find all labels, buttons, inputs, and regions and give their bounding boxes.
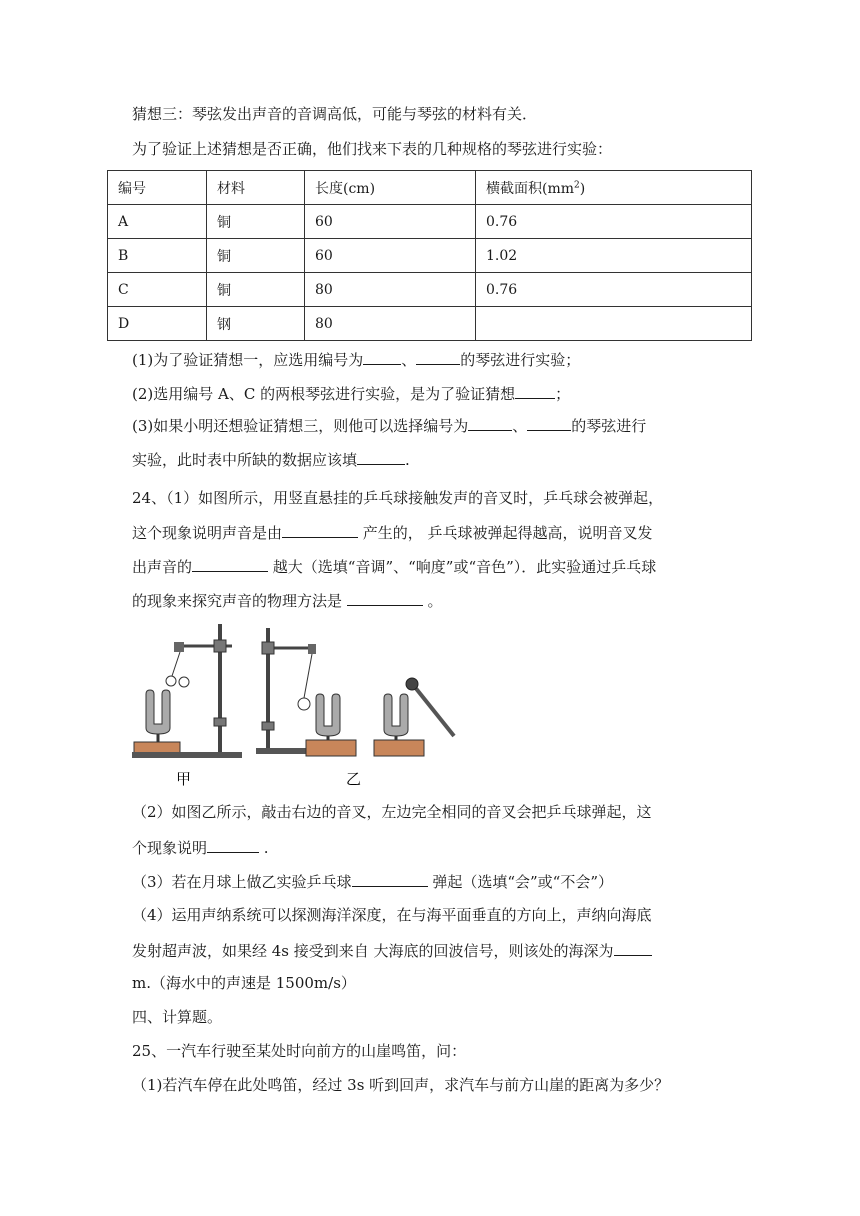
figure-yi — [256, 628, 454, 788]
q24-line1: 24、（1）如图所示，用竖直悬挂的乒乓球接触发声的音叉时，乒乓球会被弹起， — [132, 489, 664, 507]
cell-area: 0.76 — [476, 273, 752, 307]
q24-part2-cont: 个现象说明 . — [132, 836, 269, 858]
q23-part1: (1)为了验证猜想一，应选用编号为 、 的琴弦进行实验； — [132, 348, 580, 370]
cell-area — [476, 307, 752, 341]
q23-part3-cont: 实验，此时表中所缺的数据应该填 . — [132, 448, 410, 470]
q24-line3: 出声音的 越大（选填“音调”、“响度”或“音色”）．此实验通过乒乓球 — [132, 555, 656, 577]
table-row — [108, 273, 752, 307]
q24-part4: （4）运用声纳系统可以探测海洋深度，在与海平面垂直的方向上，声纳向海底 — [132, 906, 652, 924]
answer-blank[interactable] — [357, 448, 405, 465]
answer-blank[interactable] — [192, 555, 268, 572]
q24-part2: （2）如图乙所示，敲击右边的音叉，左边完全相同的音叉会把乒乓球弹起，这 — [132, 803, 652, 821]
section-four-title: 四、计算题。 — [132, 1008, 223, 1026]
tuning-fork-figure — [128, 618, 468, 788]
table-header-row — [108, 171, 752, 205]
guess-three: 猜想三：琴弦发出声音的音调高低，可能与琴弦的材料有关． — [132, 105, 538, 123]
answer-blank[interactable] — [207, 836, 259, 853]
answer-blank[interactable] — [468, 414, 512, 431]
answer-blank[interactable] — [527, 414, 571, 431]
cell-id: B — [108, 239, 207, 273]
q24-part3: （3）若在月球上做乙实验乒乓球 弹起（选填“会”或“不会”） — [132, 870, 613, 892]
cell-length: 60 — [305, 205, 476, 239]
answer-blank[interactable] — [363, 348, 401, 365]
cell-material: 铜 — [207, 205, 305, 239]
q24-part4-end: m.（海水中的声速是 1500m/s） — [132, 974, 356, 992]
answer-blank[interactable] — [515, 382, 555, 399]
header-id: 编号 — [108, 171, 207, 205]
q24-part4-cont: 发射超声波，如果经 4s 接受到来自 大海底的回波信号，则该处的海深为 — [132, 939, 652, 961]
q23-part3: (3)如果小明还想验证猜想三，则他可以选择编号为 、 的琴弦进行 — [132, 414, 646, 436]
header-length: 长度(cm) — [305, 171, 476, 205]
purpose-text: 为了验证上述猜想是否正确，他们找来下表的几种规格的琴弦进行实验： — [132, 140, 613, 158]
figure-jia — [132, 624, 242, 788]
q25-line1: 25、一汽车行驶至某处时向前方的山崖鸣笛，问： — [132, 1042, 467, 1060]
string-spec-table — [107, 170, 752, 341]
cell-material: 铜 — [207, 239, 305, 273]
cell-id: D — [108, 307, 207, 341]
q24-line4: 的现象来探究声音的物理方法是 。 — [132, 589, 443, 611]
table-row — [108, 307, 752, 341]
cell-length: 60 — [305, 239, 476, 273]
header-area: 横截面积$(mm^2)$ — [476, 171, 752, 205]
cell-material: 铜 — [207, 273, 305, 307]
cell-material: 钢 — [207, 307, 305, 341]
table-row — [108, 205, 752, 239]
cell-area: 1.02 — [476, 239, 752, 273]
q23-part2: (2)选用编号 A、C 的两根琴弦进行实验，是为了验证猜想 ； — [132, 382, 570, 404]
header-material: 材料 — [207, 171, 305, 205]
answer-blank[interactable] — [416, 348, 460, 365]
label-jia: 甲 — [176, 770, 192, 788]
table-row — [108, 239, 752, 273]
cell-length: 80 — [305, 273, 476, 307]
cell-id: A — [108, 205, 207, 239]
answer-blank[interactable] — [614, 939, 652, 956]
label-yi: 乙 — [346, 770, 362, 788]
answer-blank[interactable] — [282, 521, 358, 538]
cell-area: 0.76 — [476, 205, 752, 239]
answer-blank[interactable] — [347, 589, 423, 606]
q25-line2: （1)若汽车停在此处鸣笛，经过 3s 听到回声，求汽车与前方山崖的距离为多少？ — [132, 1076, 670, 1094]
q24-line2: 这个现象说明声音是由 产生的， 乒乓球被弹起得越高，说明音叉发 — [132, 521, 653, 543]
cell-id: C — [108, 273, 207, 307]
answer-blank[interactable] — [352, 870, 428, 887]
cell-length: 80 — [305, 307, 476, 341]
